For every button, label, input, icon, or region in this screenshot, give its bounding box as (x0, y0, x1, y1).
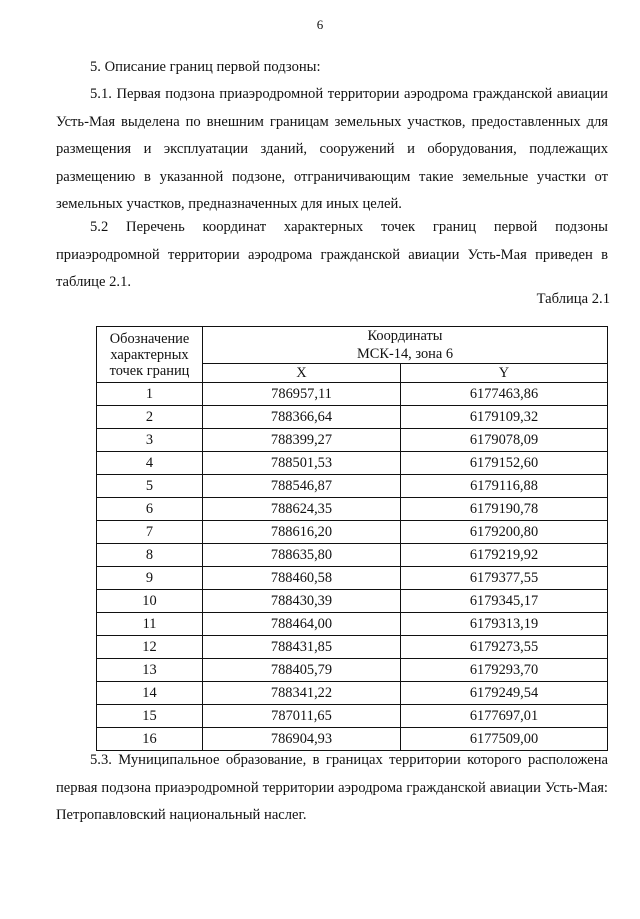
cell-x: 788546,87 (203, 475, 401, 498)
cell-x: 788635,80 (203, 544, 401, 567)
cell-x: 788341,22 (203, 682, 401, 705)
cell-point-number: 3 (97, 429, 203, 452)
cell-x: 788501,53 (203, 452, 401, 475)
page-number: 6 (316, 17, 324, 32)
table-row (97, 498, 608, 521)
cell-x: 788616,20 (203, 521, 401, 544)
cell-y: 6177509,00 (401, 728, 608, 751)
cell-point-number: 13 (97, 659, 203, 682)
cell-point-number: 4 (97, 452, 203, 475)
coordinates-table (96, 326, 608, 751)
cell-y: 6179273,55 (401, 636, 608, 659)
cell-y: 6179200,80 (401, 521, 608, 544)
section-heading: 5. Описание границ первой подзоны: (90, 59, 321, 75)
cell-y: 6179219,92 (401, 544, 608, 567)
cell-y: 6177697,01 (401, 705, 608, 728)
cell-point-number: 6 (97, 498, 203, 521)
cell-point-number: 8 (97, 544, 203, 567)
cell-y: 6179313,19 (401, 613, 608, 636)
cell-point-number: 2 (97, 406, 203, 429)
table-caption: Таблица 2.1 (536, 291, 610, 307)
paragraph-5-3: 5.3. Муниципальное образование, в границах территории которого расположена первая подзона приаэродромной территории аэродрома гражданской авиации Усть-Мая: Петропавловский национальный наслег. (56, 752, 608, 823)
cell-x: 787011,65 (203, 705, 401, 728)
cell-x: 788399,27 (203, 429, 401, 452)
cell-y: 6177463,86 (401, 383, 608, 406)
header-coordinates (203, 327, 608, 364)
cell-x: 786957,11 (203, 383, 401, 406)
cell-y: 6179152,60 (401, 452, 608, 475)
table-row (97, 475, 608, 498)
cell-point-number: 1 (97, 383, 203, 406)
cell-point-number: 12 (97, 636, 203, 659)
cell-point-number: 14 (97, 682, 203, 705)
header-x: X (203, 364, 401, 383)
paragraph-5-1: 5.1. Первая подзона приаэродромной территории аэродрома гражданской авиации Усть-Мая выделена по внешним границам земельных участков, предоставленных для размещения и эксплуатации зданий, сооружений и оборудования, подлежащих размещению в указанной подзоне, отграничивающим такие земельные участки от земельных участков, предназначенных для иных целей. (56, 86, 608, 212)
cell-x: 788430,39 (203, 590, 401, 613)
cell-y: 6179116,88 (401, 475, 608, 498)
cell-point-number: 15 (97, 705, 203, 728)
table-row (97, 521, 608, 544)
paragraph-5-2: 5.2 Перечень координат характерных точек границ первой подзоны приаэродромной территории аэродрома гражданской авиации Усть-Мая приведен в таблице 2.1. (56, 219, 608, 290)
table-row (97, 429, 608, 452)
cell-y: 6179345,17 (401, 590, 608, 613)
cell-y: 6179249,54 (401, 682, 608, 705)
cell-point-number: 9 (97, 567, 203, 590)
cell-y: 6179377,55 (401, 567, 608, 590)
table-row (97, 659, 608, 682)
table-row (97, 406, 608, 429)
cell-y: 6179109,32 (401, 406, 608, 429)
table-row (97, 567, 608, 590)
table-row (97, 452, 608, 475)
table-row (97, 383, 608, 406)
cell-x: 788464,00 (203, 613, 401, 636)
cell-y: 6179293,70 (401, 659, 608, 682)
cell-x: 788405,79 (203, 659, 401, 682)
table-row (97, 636, 608, 659)
table-row (97, 682, 608, 705)
table-row (97, 705, 608, 728)
cell-y: 6179190,78 (401, 498, 608, 521)
cell-x: 786904,93 (203, 728, 401, 751)
header-point-designation: Обозначение характерных точек границ (97, 327, 203, 383)
cell-x: 788366,64 (203, 406, 401, 429)
table-row (97, 544, 608, 567)
cell-point-number: 7 (97, 521, 203, 544)
cell-point-number: 16 (97, 728, 203, 751)
cell-x: 788624,35 (203, 498, 401, 521)
cell-x: 788460,58 (203, 567, 401, 590)
table-body (97, 383, 608, 751)
header-y: Y (401, 364, 608, 383)
table-row (97, 590, 608, 613)
cell-point-number: 10 (97, 590, 203, 613)
cell-point-number: 5 (97, 475, 203, 498)
header-coordinates-title: Координаты (367, 328, 443, 344)
header-coordinate-system: МСК-14, зона 6 (356, 346, 454, 362)
cell-point-number: 11 (97, 613, 203, 636)
cell-y: 6179078,09 (401, 429, 608, 452)
table-row (97, 613, 608, 636)
cell-x: 788431,85 (203, 636, 401, 659)
